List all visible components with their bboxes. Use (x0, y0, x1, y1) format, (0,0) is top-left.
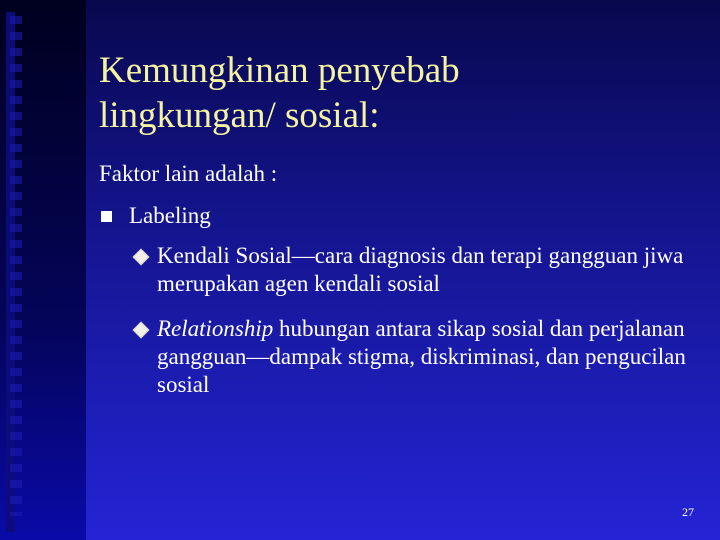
title-line-1: Kemungkinan penyebab (99, 50, 460, 91)
square-bullet-icon (101, 211, 112, 222)
slide-title (99, 48, 699, 138)
title-line-2: lingkungan/ sosial: (99, 95, 380, 136)
page-number: 27 (682, 505, 694, 519)
left-decorative-band (0, 0, 86, 540)
diamond-bullet-icon (133, 249, 150, 266)
decorative-squares-column (10, 16, 22, 516)
intro-text: Faktor lain adalah : (99, 161, 278, 186)
sub-bullet-2-text (157, 315, 697, 399)
sub-bullet-1-text: Kendali Sosial—cara diagnosis dan terapi gangguan jiwa merupakan agen kendali sosial (157, 243, 684, 296)
sub-bullet-relationship (157, 315, 697, 399)
diamond-bullet-icon (133, 322, 150, 339)
sub-bullet-kendali-sosial (157, 242, 697, 298)
relationship-term: Relationship (157, 316, 274, 341)
bullet-labeling-text: Labeling (129, 203, 211, 228)
sub-bullet-2-rest: hubungan antara sikap sosial dan perjalanan gangguan—dampak stigma, diskriminasi, dan pengucilan sosial (157, 316, 686, 397)
